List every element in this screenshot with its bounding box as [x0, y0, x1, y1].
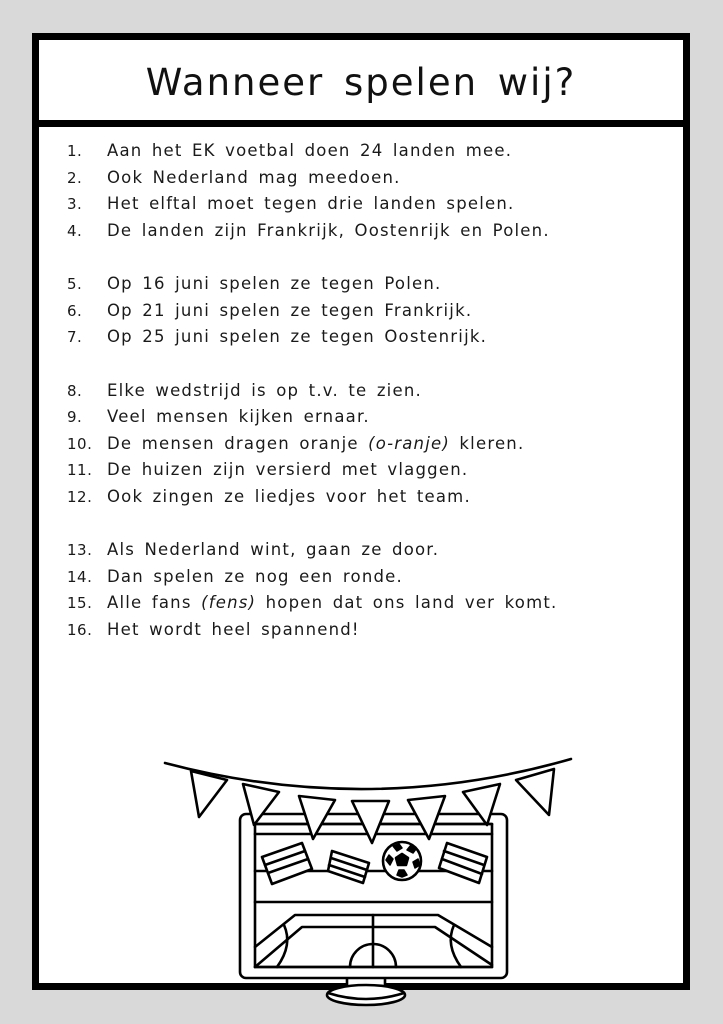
sentence-text: Op 21 juni spelen ze tegen Frankrijk.	[107, 300, 473, 320]
sentence-number: 1.	[67, 142, 83, 160]
sentence-text-before: Alle fans	[107, 593, 202, 612]
sentence-text	[107, 434, 663, 453]
sentence-text: Op 25 juni spelen ze tegen Oostenrijk.	[107, 327, 488, 346]
title-box	[39, 40, 683, 127]
sentence-text-after: hopen dat ons land ver komt.	[256, 593, 558, 612]
sentence-group-4	[67, 540, 663, 646]
sentence-number: 13.	[67, 541, 93, 559]
sentence-number: 14.	[67, 567, 93, 586]
worksheet-page	[32, 33, 690, 990]
sentence-number: 6.	[67, 301, 83, 320]
sentence-text: Veel mensen kijken ernaar.	[107, 407, 370, 426]
sentence-text: Dan spelen ze nog een ronde.	[107, 566, 403, 586]
sentence-number: 7.	[67, 328, 83, 346]
sentence-item	[67, 168, 663, 195]
page-title: Wanneer spelen wij?	[145, 60, 577, 104]
sentence-item	[67, 381, 663, 408]
sentence-item	[67, 407, 663, 434]
sentence-text: De huizen zijn versierd met vlaggen.	[107, 460, 469, 479]
sentence-group-1	[67, 141, 663, 247]
bunting-garland-icon	[165, 759, 571, 843]
sentence-number: 11.	[67, 461, 93, 479]
sentence-item	[67, 620, 663, 647]
sentence-number: 4.	[67, 221, 83, 240]
sentence-number: 2.	[67, 168, 83, 187]
sentence-item	[67, 274, 663, 301]
soccer-ball-icon	[383, 842, 421, 880]
sentence-text: Het wordt heel spannend!	[107, 619, 360, 639]
sentence-group-2	[67, 274, 663, 354]
sentence-item	[67, 460, 663, 487]
sentence-text: Ook Nederland mag meedoen.	[107, 167, 401, 187]
sentence-text: Ook zingen ze liedjes voor het team.	[107, 486, 471, 506]
sentence-item	[67, 327, 663, 354]
sentence-text: Als Nederland wint, gaan ze door.	[107, 540, 440, 559]
sentence-item	[67, 141, 663, 168]
sentence-text: Op 16 juni spelen ze tegen Polen.	[107, 274, 442, 293]
sentence-item	[67, 593, 663, 620]
sentence-text	[107, 593, 663, 612]
sentence-number: 9.	[67, 408, 83, 426]
sentence-item	[67, 567, 663, 594]
sentence-list	[67, 141, 663, 673]
sentence-number: 10.	[67, 434, 93, 453]
sentence-number: 15.	[67, 594, 93, 612]
sentence-item	[67, 487, 663, 514]
sentence-number: 12.	[67, 487, 93, 506]
sentence-number: 16.	[67, 620, 93, 639]
sentence-item	[67, 434, 663, 461]
sentence-item	[67, 301, 663, 328]
sentence-group-3	[67, 381, 663, 514]
sentence-text-before: De mensen dragen oranje	[107, 433, 369, 453]
sentence-item	[67, 194, 663, 221]
sentence-number: 5.	[67, 275, 83, 293]
sentence-text: Elke wedstrijd is op t.v. te zien.	[107, 380, 422, 400]
sentence-item	[67, 221, 663, 248]
tv-football-illustration	[157, 747, 581, 1013]
sentence-number: 8.	[67, 381, 83, 400]
sentence-number: 3.	[67, 195, 83, 213]
sentence-text-after: kleren.	[449, 433, 525, 453]
sentence-item	[67, 540, 663, 567]
sentence-text: De landen zijn Frankrijk, Oostenrijk en Polen.	[107, 220, 550, 240]
sentence-text: Het elftal moet tegen drie landen spelen.	[107, 194, 515, 213]
sentence-text: Aan het EK voetbal doen 24 landen mee.	[107, 141, 513, 160]
pronunciation-hint: (fens)	[201, 593, 257, 612]
pronunciation-hint: (o-ranje)	[368, 433, 450, 453]
